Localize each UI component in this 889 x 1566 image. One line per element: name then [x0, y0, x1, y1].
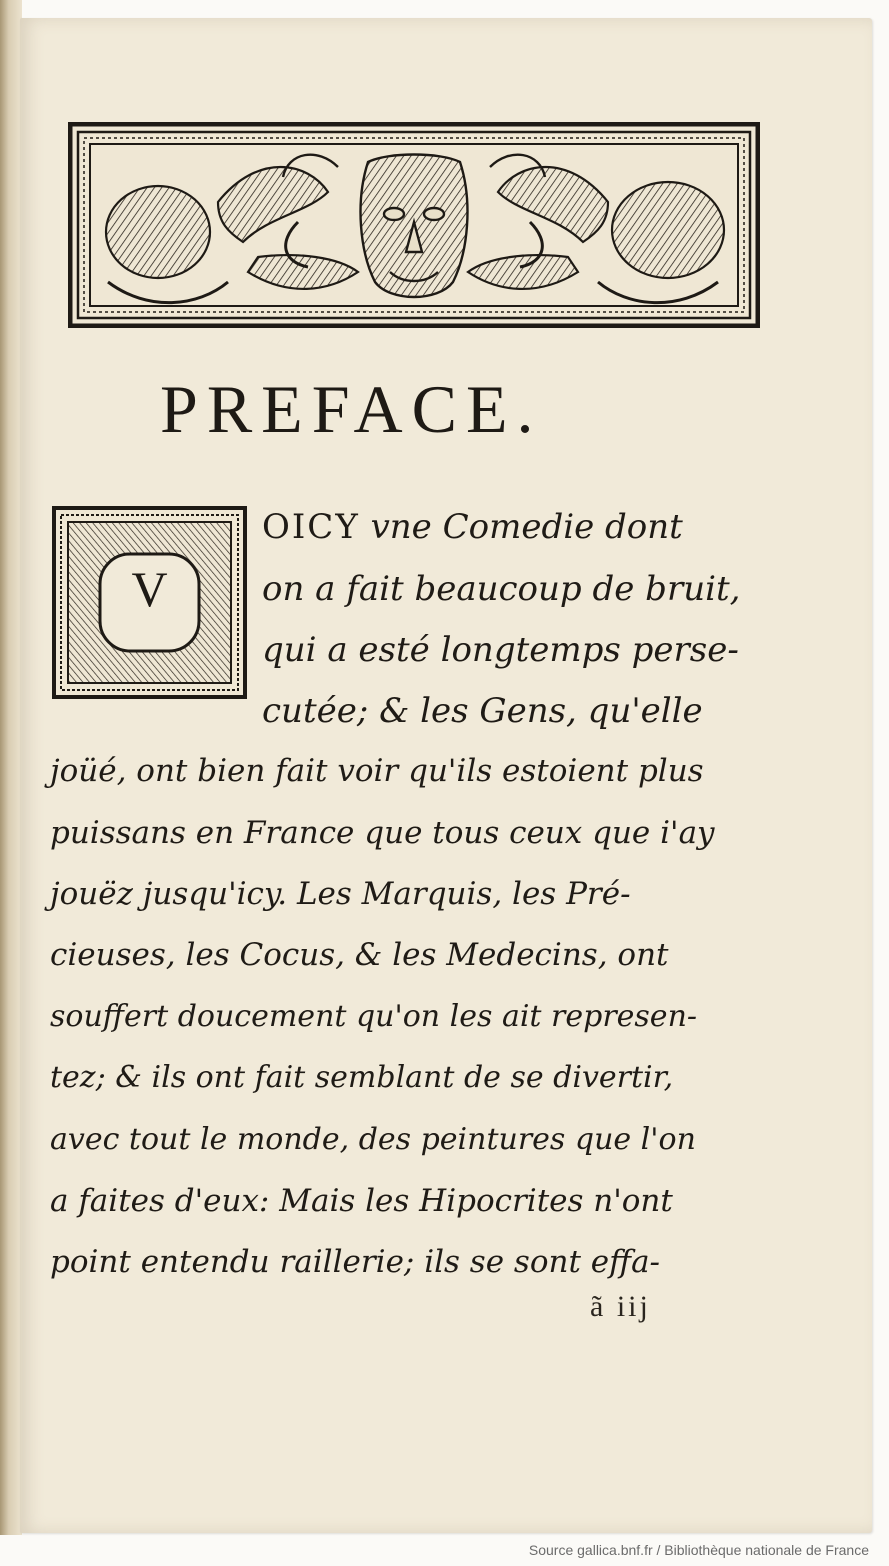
text-line: a faites d'eux: Mais les Hipocrites n'ont	[50, 1183, 673, 1219]
text-line: tez; & ils ont fait semblant de se divertir,	[50, 1060, 674, 1095]
first-word-rest: OICY	[262, 507, 360, 547]
text-line: avec tout le monde, des peintures que l'on	[50, 1122, 696, 1157]
line-1-text: vne Comedie dont	[359, 507, 683, 547]
text-line: souffert doucement qu'on les ait represen-	[50, 999, 698, 1034]
decorated-initial	[52, 506, 247, 699]
page-title: PREFACE.	[160, 371, 543, 447]
text-line: qui a esté longtemps perse-	[262, 630, 739, 670]
text-line: on a fait beaucoup de bruit,	[262, 569, 741, 609]
book-spine-edge	[0, 0, 22, 1535]
text-line: joüé, ont bien fait voir qu'ils estoient plus	[50, 753, 704, 789]
drop-cap-letter: V	[131, 561, 168, 617]
text-line: point entendu raillerie; ils se sont effa-	[50, 1244, 661, 1280]
signature-mark: ã iij	[590, 1290, 651, 1323]
text-line: jouëz jusqu'icy. Les Marquis, les Pré-	[50, 876, 631, 912]
text-line: cutée; & les Gens, qu'elle	[262, 691, 703, 731]
text-line: puissans en France que tous ceux que i'ay	[50, 815, 715, 851]
ornamental-headpiece	[68, 122, 760, 328]
source-footer: Source gallica.bnf.fr / Bibliothèque nationale de France	[528, 1542, 869, 1558]
text-line: cieuses, les Cocus, & les Medecins, ont	[50, 937, 669, 973]
text-line	[262, 507, 683, 547]
